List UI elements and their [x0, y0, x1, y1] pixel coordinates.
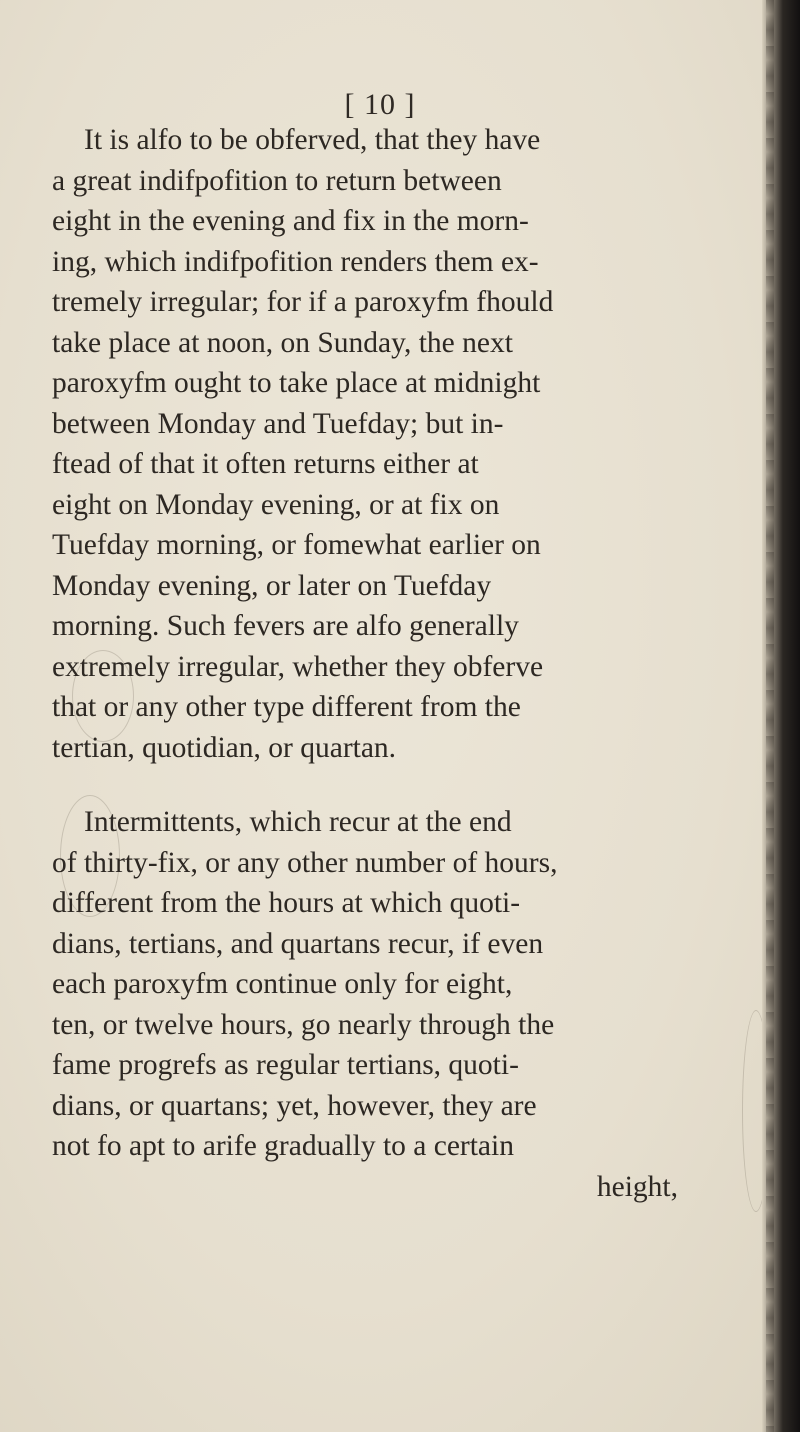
text-line: a great indifpofition to return between [52, 164, 502, 197]
text-line: fame progrefs as regular tertians, quoti- [52, 1049, 519, 1081]
text-line: between Monday and Tuefday; but in- [52, 407, 504, 440]
text-line: different from the hours at which quoti- [52, 887, 521, 919]
text-line: Intermittents, which recur at the end [84, 806, 512, 838]
text-line: dians, tertians, and quartans recur, if even [52, 927, 544, 960]
text-line: not fo apt to arife gradually to a certain [52, 1130, 514, 1162]
text-line: each paroxyfm continue only for eight, [52, 968, 513, 1000]
text-line: morning. Such fevers are alfo generally [52, 610, 519, 642]
text-line: that or any other type different from the [52, 691, 521, 723]
page-number: [ 10 ] [344, 88, 416, 121]
text-line: ftead of that it often returns either at [52, 448, 479, 480]
text-line: eight in the evening and fix in the morn- [52, 205, 529, 237]
text-line: of thirty-fix, or any other number of hours, [52, 846, 558, 879]
text-line: tremely irregular; for if a paroxyfm fhould [52, 286, 554, 318]
body-text [52, 120, 772, 1207]
text-line: paroxyfm ought to take place at midnight [52, 367, 541, 399]
text-line: take place at noon, on Sunday, the next [52, 326, 513, 359]
paragraph-1 [52, 120, 772, 768]
text-line: extremely irregular, whether they obferve [52, 650, 544, 683]
text-line: It is alfo to be obferved, that they have [84, 124, 541, 156]
text-line: eight on Monday evening, or at fix on [52, 488, 500, 521]
text-line: Monday evening, or later on Tuefday [52, 569, 492, 602]
text-line: tertian, quotidian, or quartan. [52, 731, 397, 764]
text-line: Tuefday morning, or fomewhat earlier on [52, 529, 541, 561]
text-line: ing, which indifpofition renders them ex- [52, 245, 539, 278]
text-line: dians, or quartans; yet, however, they are [52, 1089, 537, 1122]
catchword: height, [596, 1170, 678, 1203]
text-line: ten, or twelve hours, go nearly through the [52, 1008, 555, 1041]
binding-edge [762, 0, 800, 1432]
paragraph-2 [52, 802, 772, 1207]
paragraph-gap [52, 768, 772, 802]
